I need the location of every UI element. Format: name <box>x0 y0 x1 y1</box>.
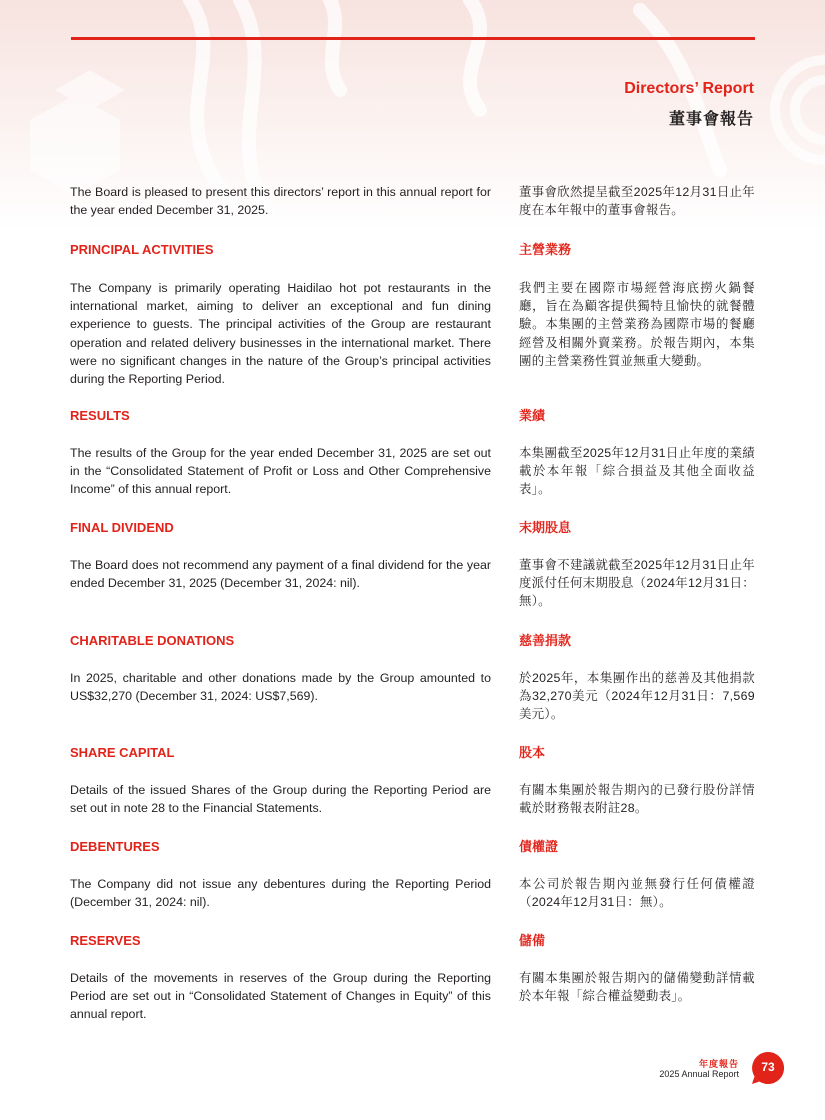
heading-debentures-zh: 債權證 <box>519 839 559 854</box>
intro-paragraph-en: The Board is pleased to present this directors’ report in this annual report for the year ended December 31, 2025. <box>70 185 491 218</box>
body-results-en: The results of the Group for the year ended December 31, 2025 are set out in the “Consolidated Statement of Profit or Loss and Other Comprehensive Income” of this annual report. <box>70 446 491 497</box>
heading-results-zh: 業績 <box>519 408 546 423</box>
intro-paragraph-zh: 董事會欣然提呈截至2025年12月31日止年度在本年報中的董事會報告。 <box>519 185 755 218</box>
heading-principal-activities-en: PRINCIPAL ACTIVITIES <box>70 242 214 257</box>
header-rule <box>71 37 755 40</box>
body-reserves-en: Details of the movements in reserves of the Group during the Reporting Period are set out in “Consolidated Statement of Changes in Equity” of this annual report. <box>70 971 491 1022</box>
heading-reserves-zh: 儲備 <box>519 933 546 948</box>
page-number: 73 <box>761 1060 775 1074</box>
body-share-capital-zh: 有關本集團於報告期內的已發行股份詳情載於財務報表附註28。 <box>519 783 755 816</box>
body-results-zh: 本集團截至2025年12月31日止年度的業績載於本年報「綜合損益及其他全面收益表」。 <box>519 446 755 497</box>
body-final-dividend-zh: 董事會不建議就截至2025年12月31日止年度派付任何末期股息（2024年12月31日：無）。 <box>519 558 755 609</box>
heading-principal-activities-zh: 主營業務 <box>519 242 572 257</box>
body-debentures-en: The Company did not issue any debentures during the Reporting Period (December 31, 2024: nil). <box>70 877 491 910</box>
heading-share-capital-zh: 股本 <box>519 745 546 760</box>
body-reserves-zh: 有關本集團於報告期內的儲備變動詳情載於本年報「綜合權益變動表」。 <box>519 971 755 1004</box>
heading-charitable-donations-zh: 慈善捐款 <box>519 633 572 648</box>
body-debentures-zh: 本公司於報告期內並無發行任何債權證（2024年12月31日：無）。 <box>519 877 755 910</box>
section-title-zh: 董事會報告 <box>668 111 754 128</box>
heading-results-en: RESULTS <box>70 408 130 423</box>
heading-charitable-donations-en: CHARITABLE DONATIONS <box>70 633 235 648</box>
heading-debentures-en: DEBENTURES <box>70 839 160 854</box>
footer-report-label-zh: 年度報告 <box>698 1059 739 1069</box>
body-final-dividend-en: The Board does not recommend any payment of a final dividend for the year ended December 31, 2025 (December 31, 2024: nil). <box>70 558 491 591</box>
section-title-en: Directors’ Report <box>624 80 754 97</box>
body-charitable-donations-zh: 於2025年，本集團作出的慈善及其他捐款為32,270美元（2024年12月31日：7,569美元）。 <box>519 671 755 722</box>
heading-final-dividend-en: FINAL DIVIDEND <box>70 520 174 535</box>
body-charitable-donations-en: In 2025, charitable and other donations made by the Group amounted to US$32,270 (December 31, 2024: US$7,569). <box>70 671 491 704</box>
heading-share-capital-en: SHARE CAPITAL <box>70 745 175 760</box>
heading-reserves-en: RESERVES <box>70 933 141 948</box>
body-principal-activities-en: The Company is primarily operating Haidilao hot pot restaurants in the international market, aiming to deliver an exceptional and fun dining experience to guests. The principal activities of the Group are restaurant operation and related delivery businesses in the international market. There were no significant changes in the nature of the Group’s principal activities during the Reporting Period. <box>70 281 491 387</box>
body-share-capital-en: Details of the issued Shares of the Group during the Reporting Period are set out in note 28 to the Financial Statements. <box>70 783 491 816</box>
heading-final-dividend-zh: 末期股息 <box>519 520 572 535</box>
footer-report-label-en: 2025 Annual Report <box>659 1069 739 1079</box>
body-principal-activities-zh: 我們主要在國際市場經營海底撈火鍋餐廳，旨在為顧客提供獨特且愉快的就餐體驗。本集團的主營業務為國際市場的餐廳經營及相關外賣業務。於報告期內，本集團的主營業務性質並無重大變動。 <box>519 281 755 368</box>
